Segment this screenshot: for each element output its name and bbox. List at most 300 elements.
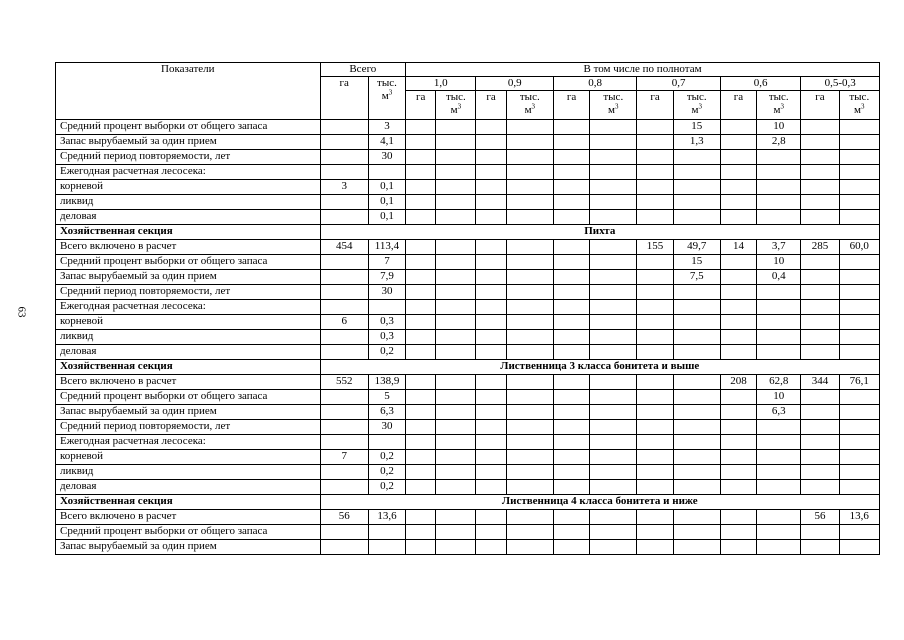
header-density-ha-3: га	[637, 91, 673, 120]
cell	[720, 540, 756, 555]
cell: 7,5	[673, 270, 720, 285]
cell: 208	[720, 375, 756, 390]
cell	[637, 525, 673, 540]
cell	[839, 315, 879, 330]
cell: 13,6	[368, 510, 405, 525]
cell	[757, 285, 801, 300]
cell	[320, 150, 368, 165]
cell	[436, 450, 476, 465]
cell	[406, 450, 436, 465]
cell	[476, 195, 506, 210]
thous-label: тыс.	[686, 91, 707, 103]
cell	[720, 480, 756, 495]
cell	[720, 465, 756, 480]
cell	[839, 120, 879, 135]
cell	[590, 270, 637, 285]
cell	[757, 165, 801, 180]
cell	[590, 315, 637, 330]
table-row	[56, 120, 880, 135]
cell: 155	[637, 240, 673, 255]
header-density-ha-0: га	[406, 91, 436, 120]
table-row	[56, 135, 880, 150]
cell: 552	[320, 375, 368, 390]
cell	[757, 450, 801, 465]
cell	[406, 180, 436, 195]
cell	[839, 255, 879, 270]
header-density-ha-1: га	[476, 91, 506, 120]
cell	[637, 210, 673, 225]
cell	[673, 195, 720, 210]
cell	[320, 540, 368, 555]
header-density-ha-5: га	[801, 91, 839, 120]
table-row	[56, 240, 880, 255]
cell	[553, 345, 589, 360]
cell	[839, 435, 879, 450]
cell	[320, 435, 368, 450]
table-row	[56, 525, 880, 540]
cell	[757, 330, 801, 345]
m3-sup: 3	[615, 102, 619, 111]
cell: 3	[368, 120, 405, 135]
cell	[757, 420, 801, 435]
cell	[436, 330, 476, 345]
cell	[673, 300, 720, 315]
row-label: корневой	[56, 180, 321, 195]
cell	[476, 435, 506, 450]
cell	[590, 195, 637, 210]
table-row	[56, 255, 880, 270]
cell	[406, 465, 436, 480]
cell	[637, 135, 673, 150]
thous-label: тыс.	[768, 91, 789, 103]
cell	[476, 525, 506, 540]
cell	[368, 525, 405, 540]
cell: 0,1	[368, 180, 405, 195]
cell	[720, 390, 756, 405]
table-row	[56, 270, 880, 285]
cell: 14	[720, 240, 756, 255]
cell	[590, 180, 637, 195]
cell	[590, 420, 637, 435]
table-row	[56, 465, 880, 480]
row-label: Средний процент выборки от общего запаса	[56, 120, 321, 135]
cell	[590, 345, 637, 360]
cell	[553, 420, 589, 435]
cell	[320, 120, 368, 135]
cell	[553, 375, 589, 390]
cell	[436, 150, 476, 165]
cell	[406, 375, 436, 390]
section-label: Хозяйственная секция	[56, 360, 321, 375]
cell	[406, 270, 436, 285]
cell	[406, 210, 436, 225]
cell: 454	[320, 240, 368, 255]
cell: 7	[320, 450, 368, 465]
cell	[839, 540, 879, 555]
cell	[476, 330, 506, 345]
header-density-ha-4: га	[720, 91, 756, 120]
row-label: Ежегодная расчетная лесосека:	[56, 435, 321, 450]
cell	[590, 450, 637, 465]
cell	[506, 510, 553, 525]
table-row	[56, 345, 880, 360]
cell	[720, 405, 756, 420]
cell: 138,9	[368, 375, 405, 390]
cell	[637, 345, 673, 360]
cell	[553, 255, 589, 270]
cell	[720, 135, 756, 150]
cell	[476, 240, 506, 255]
cell	[506, 450, 553, 465]
thous-label: тыс.	[519, 91, 540, 103]
m3-sup: 3	[861, 102, 865, 111]
cell	[406, 330, 436, 345]
cell	[590, 330, 637, 345]
cell	[673, 420, 720, 435]
cell	[320, 255, 368, 270]
m3-sup: 3	[531, 102, 536, 111]
cell	[406, 135, 436, 150]
cell	[757, 480, 801, 495]
table-row	[56, 420, 880, 435]
header-density-ha-2: га	[553, 91, 589, 120]
cell	[476, 150, 506, 165]
cell	[476, 465, 506, 480]
cell	[720, 285, 756, 300]
cell	[673, 375, 720, 390]
cell	[673, 510, 720, 525]
cell	[553, 135, 589, 150]
cell	[757, 315, 801, 330]
cell	[839, 390, 879, 405]
cell	[553, 510, 589, 525]
cell	[637, 420, 673, 435]
header-density-thous-m3-2	[590, 91, 637, 120]
cell: 10	[757, 390, 801, 405]
cell	[436, 405, 476, 420]
cell	[590, 480, 637, 495]
cell: 0,3	[368, 330, 405, 345]
cell	[436, 255, 476, 270]
cell	[476, 315, 506, 330]
m3-label: м	[608, 104, 616, 116]
cell	[673, 540, 720, 555]
cell	[801, 405, 839, 420]
cell	[406, 315, 436, 330]
cell	[320, 345, 368, 360]
cell	[637, 465, 673, 480]
cell	[673, 450, 720, 465]
cell	[406, 165, 436, 180]
cell: 30	[368, 150, 405, 165]
cell	[406, 525, 436, 540]
cell	[506, 315, 553, 330]
cell	[506, 285, 553, 300]
cell	[553, 390, 589, 405]
cell	[320, 405, 368, 420]
cell	[673, 330, 720, 345]
cell	[839, 195, 879, 210]
cell	[757, 195, 801, 210]
cell	[839, 150, 879, 165]
cell	[436, 300, 476, 315]
cell	[368, 165, 405, 180]
cell	[553, 195, 589, 210]
row-label: Запас вырубаемый за один прием	[56, 270, 321, 285]
cell	[436, 420, 476, 435]
cell	[720, 525, 756, 540]
cell: 113,4	[368, 240, 405, 255]
cell	[637, 285, 673, 300]
cell	[436, 120, 476, 135]
section-title: Лиственница 3 класса бонитета и выше	[320, 360, 879, 375]
cell	[637, 255, 673, 270]
cell	[436, 240, 476, 255]
cell	[476, 405, 506, 420]
cell	[673, 315, 720, 330]
cell	[673, 390, 720, 405]
cell	[436, 285, 476, 300]
table-row	[56, 480, 880, 495]
row-label: Средний процент выборки от общего запаса	[56, 525, 321, 540]
cell	[839, 345, 879, 360]
cell	[839, 210, 879, 225]
cell	[590, 165, 637, 180]
cell	[673, 405, 720, 420]
cell	[839, 405, 879, 420]
cell: 3	[320, 180, 368, 195]
cell	[553, 120, 589, 135]
table-row	[56, 210, 880, 225]
cell	[720, 210, 756, 225]
table-row	[56, 330, 880, 345]
cell	[553, 180, 589, 195]
cell	[720, 450, 756, 465]
cell	[720, 150, 756, 165]
cell	[476, 375, 506, 390]
section-row	[56, 495, 880, 510]
cell	[506, 525, 553, 540]
cell	[637, 450, 673, 465]
cell	[320, 270, 368, 285]
header-total: Всего	[320, 63, 406, 77]
cell	[637, 540, 673, 555]
m3-label: м	[691, 104, 699, 116]
row-label: Всего включено в расчет	[56, 240, 321, 255]
m3-sup: 3	[457, 102, 462, 111]
cell	[406, 405, 436, 420]
cell	[801, 420, 839, 435]
cell: 7,9	[368, 270, 405, 285]
cell	[720, 435, 756, 450]
table-row	[56, 150, 880, 165]
table-row	[56, 300, 880, 315]
cell	[673, 525, 720, 540]
cell	[757, 465, 801, 480]
header-density-1: 0,9	[476, 77, 553, 91]
cell	[720, 345, 756, 360]
cell	[801, 285, 839, 300]
section-label: Хозяйственная секция	[56, 225, 321, 240]
cell	[476, 285, 506, 300]
row-label: Средний период повторяемости, лет	[56, 285, 321, 300]
cell	[506, 180, 553, 195]
cell: 15	[673, 120, 720, 135]
cell	[720, 165, 756, 180]
cell	[637, 120, 673, 135]
cell	[476, 450, 506, 465]
cell	[436, 480, 476, 495]
table-row	[56, 315, 880, 330]
forest-cutting-table	[55, 62, 880, 555]
thous-label: тыс.	[377, 77, 397, 89]
cell	[476, 345, 506, 360]
cell	[553, 315, 589, 330]
cell	[590, 135, 637, 150]
cell: 30	[368, 420, 405, 435]
header-density-thous-m3-3	[673, 91, 720, 120]
cell	[406, 150, 436, 165]
m3-label: м	[773, 104, 781, 116]
cell	[590, 255, 637, 270]
cell: 0,2	[368, 480, 405, 495]
cell	[476, 210, 506, 225]
cell	[320, 420, 368, 435]
cell	[406, 345, 436, 360]
cell	[801, 135, 839, 150]
cell	[637, 165, 673, 180]
cell	[720, 180, 756, 195]
cell: 56	[320, 510, 368, 525]
cell	[590, 510, 637, 525]
cell	[801, 525, 839, 540]
cell	[406, 300, 436, 315]
table-row	[56, 540, 880, 555]
cell	[406, 420, 436, 435]
cell	[506, 135, 553, 150]
row-label: Запас вырубаемый за один прием	[56, 540, 321, 555]
cell	[637, 435, 673, 450]
cell	[590, 405, 637, 420]
m3-label: м	[524, 104, 532, 116]
cell	[839, 135, 879, 150]
cell	[720, 120, 756, 135]
cell	[506, 165, 553, 180]
row-label: Средний процент выборки от общего запаса	[56, 255, 321, 270]
header-density-4: 0,6	[720, 77, 800, 91]
cell	[506, 330, 553, 345]
cell	[506, 405, 553, 420]
m3-sup: 3	[698, 102, 702, 111]
cell	[757, 525, 801, 540]
cell	[553, 435, 589, 450]
cell	[637, 405, 673, 420]
row-label: Запас вырубаемый за один прием	[56, 405, 321, 420]
cell	[368, 300, 405, 315]
cell	[720, 270, 756, 285]
cell	[320, 285, 368, 300]
cell	[506, 210, 553, 225]
cell	[673, 285, 720, 300]
cell: 62,8	[757, 375, 801, 390]
cell	[590, 540, 637, 555]
row-label: Ежегодная расчетная лесосека:	[56, 300, 321, 315]
cell	[476, 420, 506, 435]
header-by-density: В том числе по полнотам	[406, 63, 880, 77]
cell	[476, 180, 506, 195]
row-label: ликвид	[56, 465, 321, 480]
row-label: деловая	[56, 345, 321, 360]
header-density-thous-m3-0	[436, 91, 476, 120]
cell	[476, 135, 506, 150]
cell: 0,2	[368, 465, 405, 480]
cell	[637, 480, 673, 495]
row-label: Средний процент выборки от общего запаса	[56, 390, 321, 405]
cell	[590, 390, 637, 405]
cell	[637, 315, 673, 330]
cell	[673, 465, 720, 480]
cell	[673, 480, 720, 495]
cell	[553, 285, 589, 300]
cell	[320, 390, 368, 405]
row-label: ликвид	[56, 195, 321, 210]
cell: 1,3	[673, 135, 720, 150]
table-row	[56, 195, 880, 210]
cell	[637, 195, 673, 210]
cell	[801, 150, 839, 165]
cell	[436, 180, 476, 195]
cell	[839, 165, 879, 180]
cell	[801, 195, 839, 210]
row-label: Средний период повторяемости, лет	[56, 150, 321, 165]
cell: 4,1	[368, 135, 405, 150]
cell	[839, 525, 879, 540]
cell	[553, 405, 589, 420]
cell	[590, 525, 637, 540]
cell	[553, 480, 589, 495]
cell	[720, 195, 756, 210]
cell	[801, 180, 839, 195]
cell	[801, 300, 839, 315]
cell	[637, 510, 673, 525]
cell: 10	[757, 255, 801, 270]
cell	[673, 180, 720, 195]
cell	[553, 540, 589, 555]
cell	[406, 240, 436, 255]
cell: 6,3	[757, 405, 801, 420]
cell	[720, 330, 756, 345]
table-row	[56, 510, 880, 525]
table-row	[56, 285, 880, 300]
cell	[320, 165, 368, 180]
cell	[839, 420, 879, 435]
cell: 285	[801, 240, 839, 255]
cell	[476, 300, 506, 315]
cell	[801, 540, 839, 555]
cell	[720, 510, 756, 525]
cell	[436, 165, 476, 180]
cell	[720, 315, 756, 330]
row-label: Всего включено в расчет	[56, 375, 321, 390]
cell	[320, 210, 368, 225]
cell: 0,4	[757, 270, 801, 285]
header-total-ha: га	[320, 77, 368, 120]
cell: 13,6	[839, 510, 879, 525]
header-density-thous-m3-5	[839, 91, 879, 120]
cell	[506, 240, 553, 255]
cell: 10	[757, 120, 801, 135]
cell	[839, 465, 879, 480]
